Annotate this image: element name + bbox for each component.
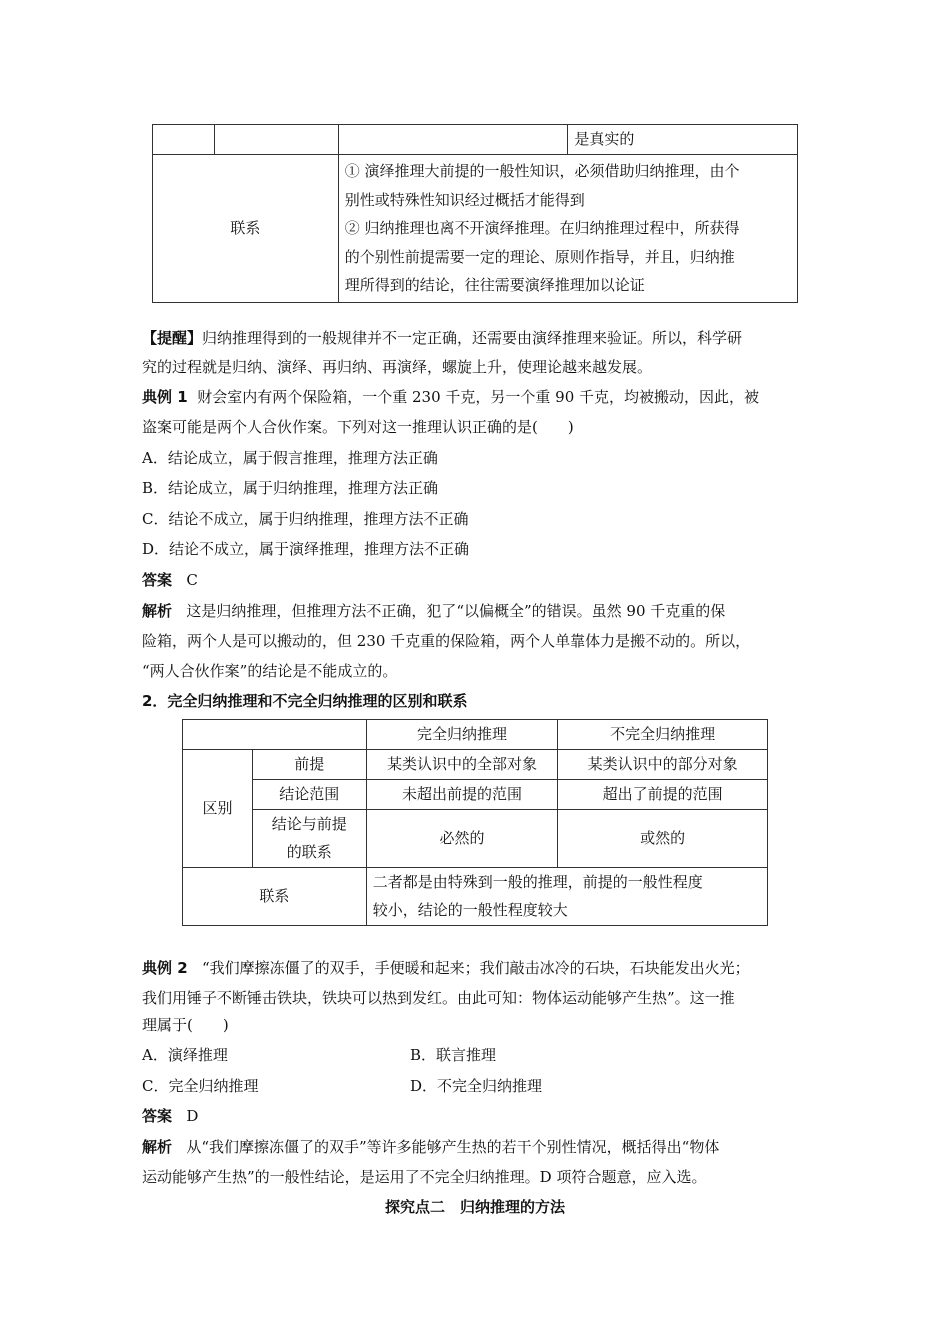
analysis-label: 解析 — [142, 602, 173, 620]
section2-title: 2．完全归纳推理和不完全归纳推理的区别和联系 — [142, 692, 468, 710]
example1-analysis-line-1: 解析 这是归纳推理，但推理方法不正确，犯了“以偏概全”的错误。虽然 90 千克重的保 — [142, 602, 726, 620]
example1-question-line-1: 典例 1 财会室内有两个保险箱，一个重 230 千克，另一个重 90 千克，均被搬动，因此，被 — [142, 388, 760, 406]
example2-question-line-3: 理属于( ) — [142, 1016, 229, 1034]
example2-option-b: B．联言推理 — [410, 1046, 497, 1064]
answer-label: 答案 — [142, 571, 173, 589]
table2-cell: 未超出前提的范围 — [366, 780, 558, 810]
example1-option-b: B．结论成立，属于归纳推理，推理方法正确 — [142, 479, 439, 497]
example2-question-line-1: 典例 2 “我们摩擦冻僵了的双手，手便暖和起来；我们敲击冰冷的石块，石块能发出火光； — [142, 959, 750, 977]
tip-label: 【提醒】 — [142, 329, 203, 347]
example1-analysis-line-2: 险箱，两个人是可以搬动的，但 230 千克重的保险箱，两个人单靠体力是搬不动的。所以， — [142, 632, 751, 650]
comparison-table-continued — [152, 124, 798, 303]
relation-line: ② 归纳推理也离不开演绎推理。在归纳推理过程中，所获得 — [344, 219, 740, 237]
table1-cell-empty-1 — [153, 125, 215, 155]
table2-row-label: 结论与前提 的联系 — [252, 809, 366, 867]
table2-row-label: 结论范围 — [252, 780, 366, 810]
table2-row-label: 前提 — [252, 750, 366, 780]
table1-cell-empty-3 — [338, 125, 568, 155]
table2-corner — [183, 720, 367, 750]
relation-line: 别性或特殊性知识经过概括才能得到 — [344, 190, 585, 209]
table2-cell: 必然的 — [366, 809, 558, 867]
table2-cell: 某类认识中的部分对象 — [558, 750, 768, 780]
table2-cell: 超出了前提的范围 — [558, 780, 768, 810]
example1-analysis-line-3: “两人合伙作案”的结论是不能成立的。 — [142, 662, 398, 680]
table2-cell: 某类认识中的全部对象 — [366, 750, 558, 780]
table2-group-label: 区别 — [183, 750, 253, 868]
example1-option-d: D．结论不成立，属于演绎推理，推理方法不正确 — [142, 540, 470, 558]
example1-answer — [142, 565, 198, 595]
tip-line-1: 【提醒】归纳推理得到的一般规律并不一定正确，还需要由演绎推理来验证。所以，科学研 — [142, 329, 743, 347]
section3-title: 探究点二 归纳推理的方法 — [384, 1198, 565, 1216]
example2-option-c: C．完全归纳推理 — [142, 1077, 259, 1095]
answer-value: D — [186, 1107, 199, 1125]
table2-header-incomplete: 不完全归纳推理 — [558, 720, 768, 750]
tip-line-2: 究的过程就是归纳、演绎、再归纳、再演绎，螺旋上升，使理论越来越发展。 — [142, 358, 653, 376]
example2-label: 典例 2 — [142, 959, 188, 977]
table2-relation-label: 联系 — [183, 867, 367, 925]
table2-header-complete: 完全归纳推理 — [366, 720, 558, 750]
example1-label: 典例 1 — [142, 388, 188, 406]
example2-analysis-line-1: 解析 从“我们摩擦冻僵了的双手”等许多能够产生热的若干个别性情况，概括得出“物体 — [142, 1138, 720, 1156]
relation-line: 的个别性前提需要一定的理论、原则作指导，并且，归纳推 — [344, 247, 735, 266]
example2-option-a: A．演绎推理 — [142, 1046, 228, 1064]
inductive-comparison-table — [182, 719, 768, 926]
example1-question-line-2: 盗案可能是两个人合伙作案。下列对这一推理认识正确的是( ) — [142, 418, 574, 436]
table2-cell: 或然的 — [558, 809, 768, 867]
analysis-label: 解析 — [142, 1138, 173, 1156]
answer-label: 答案 — [142, 1107, 173, 1125]
example2-analysis-line-2: 运动能够产生热”的一般性结论，是运用了不完全归纳推理。D 项符合题意，应入选。 — [142, 1168, 707, 1186]
relation-line: 理所得到的结论，往往需要演绎推理加以论证 — [344, 276, 645, 294]
table1-cell-truth: 是真实的 — [568, 125, 798, 155]
example2-answer — [142, 1101, 198, 1131]
relation-line: ① 演绎推理大前提的一般性知识，必须借助归纳推理，由个 — [344, 162, 740, 180]
table2-relation-content: 二者都是由特殊到一般的推理，前提的一般性程度 较小，结论的一般性程度较大 — [366, 867, 767, 925]
table1-relation-content — [338, 155, 797, 303]
example2-question-line-2: 我们用锤子不断锤击铁块，铁块可以热到发红。由此可知：物体运动能够产生热”。这一推 — [142, 989, 735, 1007]
table1-cell-empty-2 — [214, 125, 338, 155]
answer-value: C — [186, 571, 198, 589]
example1-option-a: A．结论成立，属于假言推理，推理方法正确 — [142, 449, 438, 467]
table1-relation-label: 联系 — [153, 155, 339, 303]
example1-option-c: C．结论不成立，属于归纳推理，推理方法不正确 — [142, 510, 469, 528]
example2-option-d: D．不完全归纳推理 — [410, 1077, 543, 1095]
